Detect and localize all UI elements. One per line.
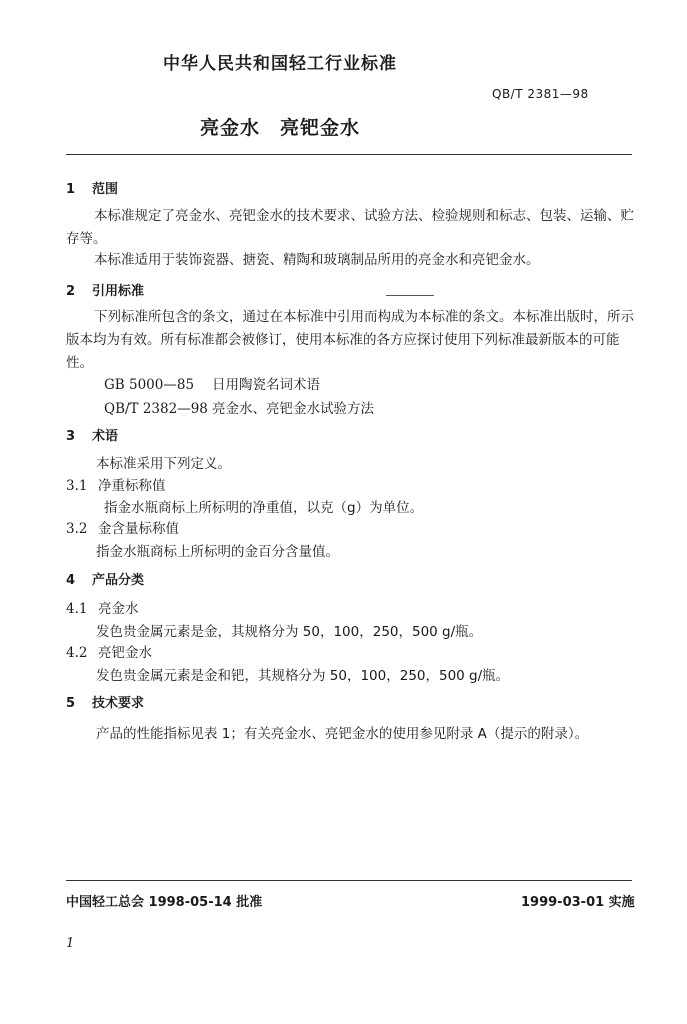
standard-code: QB/T 2381—98 <box>492 87 589 101</box>
reference-item <box>104 373 320 393</box>
subsection-title: 亮钯金水 <box>98 645 152 661</box>
subsection-4-1-heading <box>66 597 139 617</box>
national-standard-title: 中华人民共和国轻工行业标准 <box>163 54 397 74</box>
section-5-heading <box>66 692 144 711</box>
section-number: 1 <box>66 182 76 197</box>
section-number: 2 <box>66 284 76 299</box>
section-1-paragraph-2: 本标准适用于装饰瓷器、搪瓷、精陶和玻璃制品所用的亮金水和亮钯金水。 <box>94 252 540 268</box>
section-title: 术语 <box>92 429 119 444</box>
reference-code: QB/T 2382—98 <box>104 401 208 417</box>
subsection-number: 4.1 <box>66 601 88 617</box>
subsection-title: 亮金水 <box>98 601 139 617</box>
section-title: 技术要求 <box>92 696 145 711</box>
subsection-number: 3.2 <box>66 521 88 537</box>
section-1-heading <box>66 178 118 197</box>
section-title: 范围 <box>92 182 119 197</box>
subsection-number: 4.2 <box>66 645 88 661</box>
section-4-heading <box>66 569 144 588</box>
section-5-paragraph-1: 产品的性能指标见表 1；有关亮金水、亮钯金水的使用参见附录 A（提示的附录）。 <box>96 726 589 742</box>
page-number: 1 <box>66 936 75 951</box>
subsection-title: 金含量标称值 <box>98 521 179 537</box>
reference-title: 日用陶瓷名词术语 <box>212 377 320 393</box>
approval-date: 中国轻工总会 1998-05-14 批准 <box>66 895 263 910</box>
subsection-3-1-heading <box>66 474 166 494</box>
reference-code: GB 5000—85 <box>104 377 195 393</box>
section-number: 5 <box>66 696 76 711</box>
section-title: 产品分类 <box>92 573 145 588</box>
document-title: 亮金水 亮钯金水 <box>200 117 361 139</box>
subsection-4-1-text: 发色贵金属元素是金，其规格分为 50，100，250，500 g/瓶。 <box>96 624 483 640</box>
section-number: 4 <box>66 573 76 588</box>
implementation-date: 1999-03-01 实施 <box>521 895 635 910</box>
subsection-3-2-text: 指金水瓶商标上所标明的金百分含量值。 <box>96 544 339 560</box>
section-number: 3 <box>66 429 76 444</box>
header-divider <box>66 154 632 155</box>
footer-divider <box>66 880 632 881</box>
subsection-number: 3.1 <box>66 478 88 494</box>
subsection-4-2-text: 发色贵金属元素是金和钯，其规格分为 50，100，250，500 g/瓶。 <box>96 668 510 684</box>
section-2-heading <box>66 280 144 299</box>
reference-title: 亮金水、亮钯金水试验方法 <box>212 401 374 417</box>
section-2-paragraph-1: 下列标准所包含的条文，通过在本标准中引用而构成为本标准的条文。本标准出版时，所示版本均为有效。所有标准都会被修订，使用本标准的各方应探讨使用下列标准最新版本的可能性。 <box>66 309 634 371</box>
subsection-3-1-text: 指金水瓶商标上所标明的净重值，以克（g）为单位。 <box>104 500 424 516</box>
subsection-4-2-heading <box>66 641 152 661</box>
section-title: 引用标准 <box>92 284 145 299</box>
subsection-title: 净重标称值 <box>98 478 166 494</box>
section-1-paragraph-1: 本标准规定了亮金水、亮钯金水的技术要求、试验方法、检验规则和标志、包装、运输、贮存等。 <box>66 208 634 247</box>
reference-item <box>104 397 374 417</box>
section-3-paragraph-1: 本标准采用下列定义。 <box>96 456 231 472</box>
short-divider <box>386 295 434 296</box>
section-3-heading <box>66 425 118 444</box>
subsection-3-2-heading <box>66 517 179 537</box>
